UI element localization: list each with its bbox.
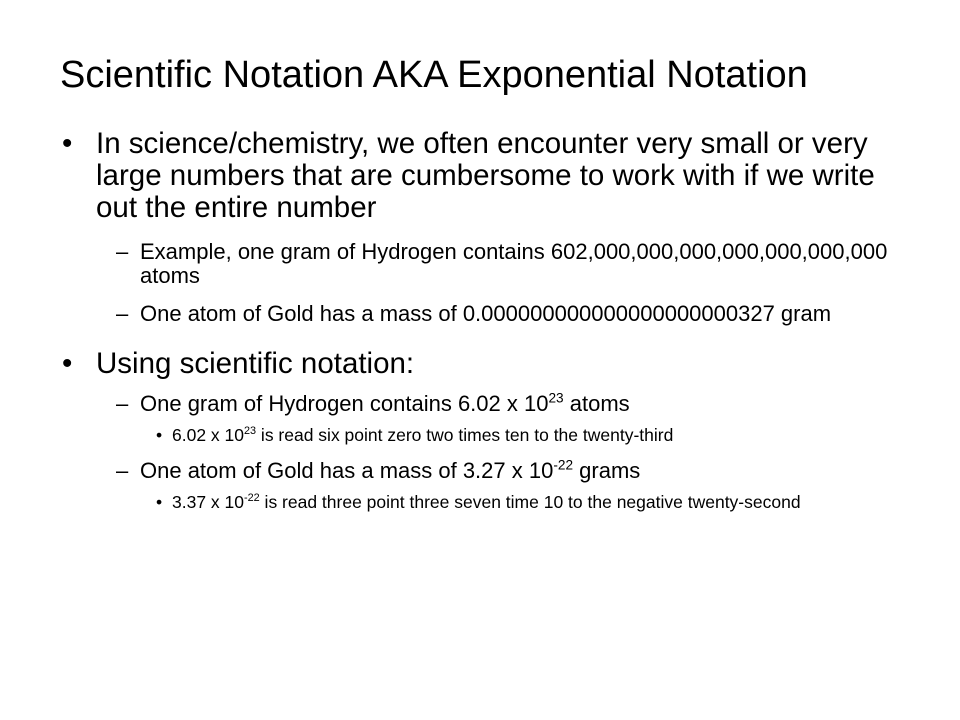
text-prefix: 3.37 x 10 (172, 492, 244, 512)
text-suffix: grams (573, 458, 641, 483)
dash-icon: – (116, 391, 129, 416)
sub-bullet-text: Example, one gram of Hydrogen contains 602,000,000,000,000,000,000,000 atoms (140, 239, 888, 288)
sub-bullet-hydrogen-scientific (116, 392, 922, 416)
sub-bullet-gold-scientific (116, 459, 922, 483)
exponent: 23 (548, 390, 564, 406)
bullet-point-1 (62, 128, 922, 224)
dash-icon: – (116, 239, 129, 264)
detail-bullet-text (172, 426, 922, 445)
slide-content (62, 128, 922, 526)
detail-bullet-hydrogen-reading (156, 426, 922, 445)
sub-bullet-text: One atom of Gold has a mass of 0.000000000000000000000327 gram (140, 301, 832, 326)
bullet-point-2 (62, 348, 922, 380)
sub-bullet-gold-example (116, 302, 922, 326)
slide-title: Scientific Notation AKA Exponential Notation (60, 54, 808, 96)
detail-bullet-text (172, 493, 922, 512)
text-suffix: atoms (563, 391, 630, 416)
small-bullet-icon: • (156, 492, 163, 512)
sub-bullet-text (140, 392, 922, 416)
exponent: 23 (244, 425, 257, 438)
text-suffix: is read six point zero two times ten to the twenty-third (256, 425, 674, 445)
text-suffix: is read three point three seven time 10 to the negative twenty-second (259, 492, 801, 512)
dash-icon: – (116, 301, 129, 326)
exponent: -22 (553, 457, 574, 473)
small-bullet-icon: • (156, 425, 163, 445)
dash-icon: – (116, 458, 129, 483)
text-prefix: One atom of Gold has a mass of 3.27 x 10 (140, 458, 554, 483)
sub-bullet-text (140, 459, 922, 483)
detail-bullet-gold-reading (156, 493, 922, 512)
bullet-text: In science/chemistry, we often encounter very small or very large numbers that are cumbersome to work with if we write out the entire number (96, 127, 875, 224)
sub-bullet-hydrogen-example (116, 240, 922, 288)
text-prefix: 6.02 x 10 (172, 425, 244, 445)
text-prefix: One gram of Hydrogen contains 6.02 x 10 (140, 391, 549, 416)
exponent: -22 (244, 492, 260, 505)
bullet-text: Using scientific notation: (96, 347, 415, 380)
bullet-icon: • (62, 347, 73, 380)
bullet-icon: • (62, 127, 73, 160)
